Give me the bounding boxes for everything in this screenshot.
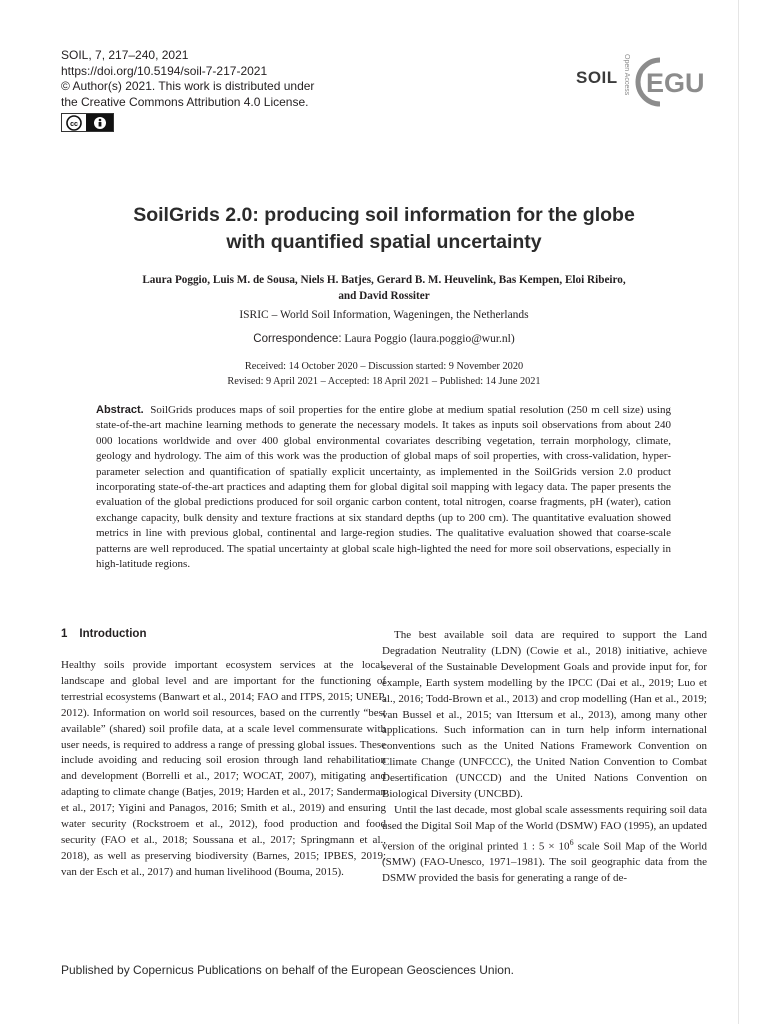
egu-letters: EGU — [646, 68, 705, 98]
correspondence-label: Correspondence: — [253, 333, 342, 345]
correspondence-email[interactable]: Laura Poggio (laura.poggio@wur.nl) — [344, 333, 515, 345]
copyright-notice: © Author(s) 2021. This work is distributed under — [61, 79, 315, 93]
svg-text:cc: cc — [70, 120, 78, 128]
article-meta — [61, 48, 314, 110]
abstract-text: SoilGrids produces maps of soil properties for the entire globe at medium spatial resolution (250 m cell size) using state-of-the-art machine learning methods to generate the necessary models. It takes as inputs soil observations from about 240 000 locations worldwide and over 400 global environmental covariates describing vegetation, terrain morphology, climate, geology and hydrology. The aim of this work was the production of global maps of soil properties, with cross-validation, hyper-parameter selection and quantification of spatially explicit uncertainty, as implemented in the SoilGrids version 2.0 product incorporating state-of-the-art practices and adapting them for global digital soil mapping with legacy data. The paper presents the evaluation of the global predictions produced for soil organic carbon content, total nitrogen, coarse fragments, pH (water), cation exchange capacity, bulk density and texture fractions at six standard depths (up to 200 cm). The quantitative evaluation showed metrics in line with previous global, continental and large-region studies. The qualitative evaluation showed that coarse-scale patterns are well reproduced. The spatial uncertainty at global scale high-lighted the need for more soil observations, especially in high-latitude regions. — [96, 404, 672, 571]
dates-line-2: Revised: 9 April 2021 – Accepted: 18 April 2021 – Published: 14 June 2021 — [227, 376, 541, 387]
section-title: Introduction — [79, 628, 147, 640]
egu-logo-icon — [634, 54, 712, 115]
correspondence — [90, 332, 678, 347]
left-column — [61, 658, 386, 881]
doi-link[interactable]: https://doi.org/10.5194/soil-7-217-2021 — [61, 63, 268, 78]
license-notice: the Creative Commons Attribution 4.0 License. — [61, 94, 309, 109]
title-line-2: with quantified spatial uncertainty — [226, 231, 542, 253]
journal-name: SOIL — [576, 68, 618, 87]
cc-icon — [62, 114, 86, 131]
authors-line-1: Laura Poggio, Luis M. de Sousa, Niels H. Batjes, Gerard B. M. Heuvelink, Bas Kempen, Eloi Ribeiro, — [142, 274, 626, 286]
paper-title — [90, 202, 678, 256]
page-edge-line — [738, 0, 739, 1024]
right-paragraph-2-end: scale Soil Map of the World (SMW) (FAO-Unesco, 1971–1981). The soil geographic data from the DSMW provided the basis for generating a range of de- — [382, 840, 708, 885]
author-list — [90, 272, 678, 304]
map-scale-exponent: 6 — [569, 837, 574, 847]
citation: SOIL, 7, 217–240, 2021 — [61, 48, 189, 62]
section-heading — [61, 628, 146, 640]
journal-logo[interactable] — [576, 48, 716, 118]
right-paragraph-2 — [382, 803, 707, 887]
authors-line-2: and David Rossiter — [338, 290, 430, 302]
by-icon — [86, 114, 113, 131]
open-access-label: Open Access — [623, 54, 630, 96]
open-access-icon — [616, 50, 628, 110]
abstract — [96, 403, 671, 572]
section-number: 1 — [61, 628, 68, 640]
right-paragraph-1: The best available soil data are required to support the Land Degradation Neutrality (LDN) (Cowie et al., 2018) initiative, achieve several of the Sustainable Development Goals and provide input for, for example, Earth system modelling by the IPCC (Dai et al., 2019; Luo et al., 2016; Todd-Brown et al., 2013) and crop modelling (Han et al., 2019; van Bussel et al., 2015; van Ittersum et al., 2013), among many other applications. Such information can in turn help inform international conventions such as the United Nations Framework Convention on Climate Change (UNFCCC), the United Nation Convention to Combat Desertification (UNCCD) and the United Nations Convention on Biological Diversity (UNCBD). — [382, 629, 707, 801]
dates-line-1: Received: 14 October 2020 – Discussion started: 9 November 2020 — [244, 361, 524, 372]
right-paragraph-2-start: Until the last decade, most global scale assessments requiring soil data used the Digital Soil Map of the World (DSMW) FAO (1995), an updated version of the original printed — [382, 803, 707, 853]
left-paragraph: Healthy soils provide important ecosystem services at the local, landscape and global level and are important for the functioning of terrestrial ecosystems (Banwart et al., 2014; FAO and ITPS, 2015; UNEP, 2012). Information on world soil resources, based on the currently “best available” (shared) soil profile data, at a scale level commensurate with user needs, is required to address a range of pressing global issues. These include avoiding and reducing soil erosion through land rehabilitation and development (Borrelli et al., 2017; WOCAT, 2007), mitigating and adapting to climate change (Batjes, 2019; Harden et al., 2017; Sanderman et al., 2017; Yigini and Panagos, 2016; Smith et al., 2019) and ensuring water security (Rockstroem et al., 2012), food production and food security (FAO et al., 2018; Soussana et al., 2017; Springmann et al., 2018), as well as preserving biodiversity (Barnes, 2015; IPBES, 2019; van der Esch et al., 2017) and human livelihood (Bouma, 2015). — [61, 659, 386, 878]
right-column — [382, 628, 707, 887]
affiliation: ISRIC – World Soil Information, Wageningen, the Netherlands — [239, 309, 529, 321]
title-line-1: SoilGrids 2.0: producing soil information for the globe — [133, 204, 635, 226]
publisher-footer: Published by Copernicus Publications on behalf of the European Geosciences Union. — [61, 963, 514, 977]
publication-dates — [90, 359, 678, 389]
map-scale: 1 : 5 × 10 — [522, 840, 570, 853]
cc-by-badge[interactable] — [61, 113, 114, 132]
abstract-label: Abstract. — [96, 404, 144, 416]
